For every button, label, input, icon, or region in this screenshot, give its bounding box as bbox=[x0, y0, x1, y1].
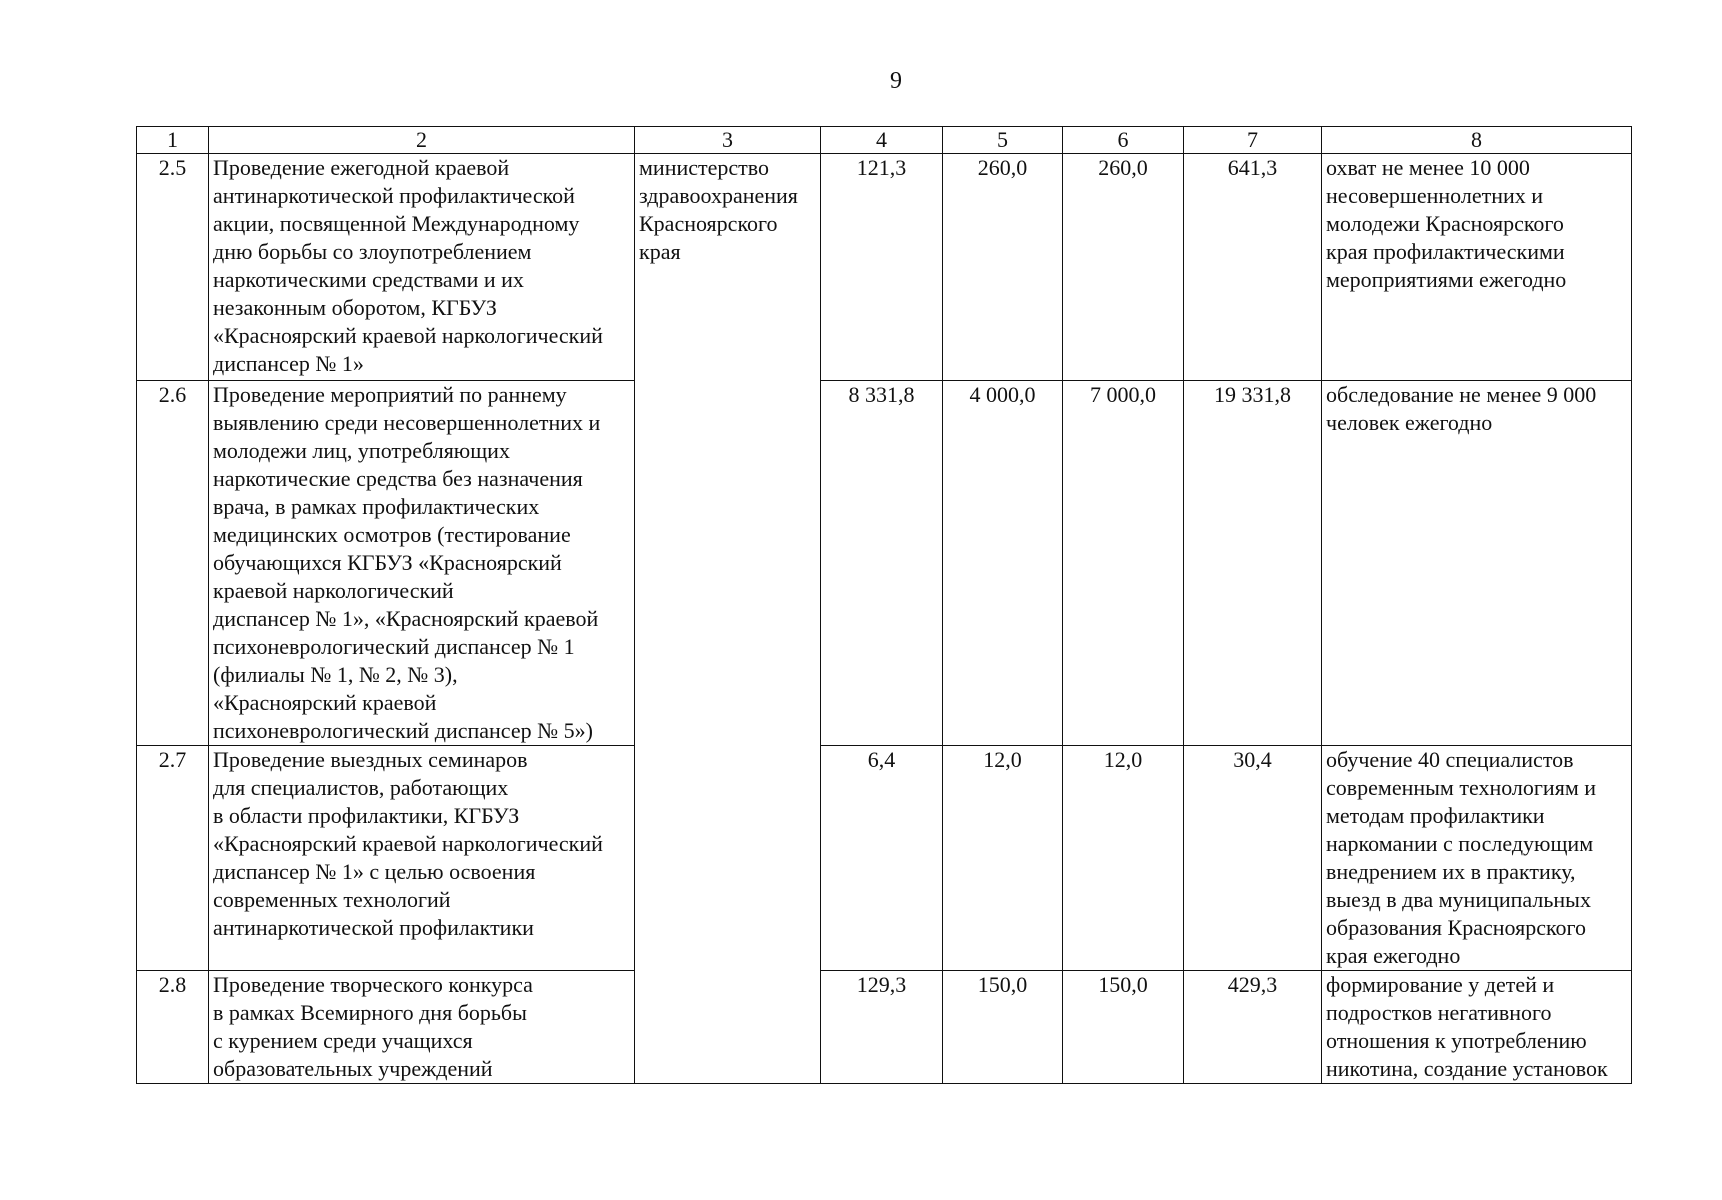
value-col-7: 429,3 bbox=[1184, 971, 1322, 1084]
text-line: выявлению среди несовершеннолетних и bbox=[213, 410, 601, 435]
text-line: Проведение мероприятий по раннему bbox=[213, 382, 567, 407]
text-line: наркомании с последующим bbox=[1326, 831, 1594, 856]
text-line: незаконным оборотом, КГБУЗ bbox=[213, 295, 497, 320]
text-line: в области профилактики, КГБУЗ bbox=[213, 803, 520, 828]
value-col-6: 7 000,0 bbox=[1063, 381, 1184, 746]
value-col-6: 150,0 bbox=[1063, 971, 1184, 1084]
header-col-2: 2 bbox=[209, 127, 635, 154]
text-line: для специалистов, работающих bbox=[213, 775, 509, 800]
text-line: края ежегодно bbox=[1326, 943, 1461, 968]
text-line: акции, посвященной Международному bbox=[213, 211, 580, 236]
text-line: внедрением их в практику, bbox=[1326, 859, 1576, 884]
text-line: (филиалы № 1, № 2, № 3), bbox=[213, 662, 458, 687]
row-number: 2.8 bbox=[137, 971, 209, 1084]
measure-description bbox=[209, 746, 635, 971]
text-line: охват не менее 10 000 bbox=[1326, 155, 1530, 180]
text-line: краевой наркологический bbox=[213, 578, 454, 603]
text-line: диспансер № 1», «Красноярский краевой bbox=[213, 606, 599, 631]
text-line: молодежи лиц, употребляющих bbox=[213, 438, 510, 463]
value-col-5: 260,0 bbox=[943, 154, 1063, 381]
value-col-4: 121,3 bbox=[821, 154, 943, 381]
value-col-4: 129,3 bbox=[821, 971, 943, 1084]
text-line: психоневрологический диспансер № 5») bbox=[213, 718, 593, 743]
text-line: наркотические средства без назначения bbox=[213, 466, 583, 491]
header-col-3: 3 bbox=[635, 127, 821, 154]
text-line: медицинских осмотров (тестирование bbox=[213, 522, 571, 547]
text-line: здравоохранения bbox=[639, 183, 798, 208]
text-line: никотина, создание установок bbox=[1326, 1056, 1608, 1081]
text-line: Проведение ежегодной краевой bbox=[213, 155, 510, 180]
text-line: методам профилактики bbox=[1326, 803, 1545, 828]
value-col-6: 260,0 bbox=[1063, 154, 1184, 381]
text-line: обучение 40 специалистов bbox=[1326, 747, 1574, 772]
header-col-5: 5 bbox=[943, 127, 1063, 154]
expected-result bbox=[1322, 381, 1632, 746]
text-line: образования Красноярского bbox=[1326, 915, 1587, 940]
text-line: современным технологиям и bbox=[1326, 775, 1597, 800]
text-line: дню борьбы со злоупотреблением bbox=[213, 239, 532, 264]
header-row bbox=[137, 127, 1632, 154]
text-line: «Красноярский краевой наркологический bbox=[213, 323, 603, 348]
text-line: «Красноярский краевой bbox=[213, 690, 437, 715]
text-line: Красноярского bbox=[639, 211, 778, 236]
text-line: обследование не менее 9 000 bbox=[1326, 382, 1597, 407]
text-line: мероприятиями ежегодно bbox=[1326, 267, 1567, 292]
text-line: диспансер № 1» bbox=[213, 351, 364, 376]
text-line: Проведение творческого конкурса bbox=[213, 972, 533, 997]
text-line: в рамках Всемирного дня борьбы bbox=[213, 1000, 527, 1025]
header-col-6: 6 bbox=[1063, 127, 1184, 154]
value-col-5: 4 000,0 bbox=[943, 381, 1063, 746]
row-number: 2.5 bbox=[137, 154, 209, 381]
text-line: человек ежегодно bbox=[1326, 410, 1493, 435]
text-line: врача, в рамках профилактических bbox=[213, 494, 540, 519]
program-table bbox=[136, 126, 1632, 1084]
text-line: формирование у детей и bbox=[1326, 972, 1555, 997]
value-col-5: 150,0 bbox=[943, 971, 1063, 1084]
text-line: образовательных учреждений bbox=[213, 1056, 493, 1081]
value-col-7: 641,3 bbox=[1184, 154, 1322, 381]
page-number: 9 bbox=[890, 68, 902, 94]
value-col-4: 6,4 bbox=[821, 746, 943, 971]
measure-description bbox=[209, 971, 635, 1084]
text-line: края bbox=[639, 239, 681, 264]
text-line: с курением среди учащихся bbox=[213, 1028, 473, 1053]
header-col-1: 1 bbox=[137, 127, 209, 154]
table-row bbox=[137, 381, 1632, 746]
text-line: молодежи Красноярского bbox=[1326, 211, 1564, 236]
value-col-7: 30,4 bbox=[1184, 746, 1322, 971]
table-row bbox=[137, 746, 1632, 971]
table-row bbox=[137, 154, 1632, 381]
text-line: антинаркотической профилактики bbox=[213, 915, 534, 940]
expected-result bbox=[1322, 971, 1632, 1084]
text-line: антинаркотической профилактической bbox=[213, 183, 575, 208]
expected-result bbox=[1322, 154, 1632, 381]
row-number: 2.6 bbox=[137, 381, 209, 746]
text-line: выезд в два муниципальных bbox=[1326, 887, 1591, 912]
header-col-7: 7 bbox=[1184, 127, 1322, 154]
row-number: 2.7 bbox=[137, 746, 209, 971]
text-line: подростков негативного bbox=[1326, 1000, 1552, 1025]
header-col-4: 4 bbox=[821, 127, 943, 154]
value-col-6: 12,0 bbox=[1063, 746, 1184, 971]
measure-description bbox=[209, 381, 635, 746]
value-col-7: 19 331,8 bbox=[1184, 381, 1322, 746]
measure-description bbox=[209, 154, 635, 381]
text-line: диспансер № 1» с целью освоения bbox=[213, 859, 536, 884]
table-row bbox=[137, 971, 1632, 1084]
text-line: психоневрологический диспансер № 1 bbox=[213, 634, 575, 659]
text-line: отношения к употреблению bbox=[1326, 1028, 1587, 1053]
text-line: края профилактическими bbox=[1326, 239, 1565, 264]
value-col-5: 12,0 bbox=[943, 746, 1063, 971]
text-line: министерство bbox=[639, 155, 770, 180]
expected-result bbox=[1322, 746, 1632, 971]
text-line: Проведение выездных семинаров bbox=[213, 747, 528, 772]
text-line: наркотическими средствами и их bbox=[213, 267, 524, 292]
text-line: несовершеннолетних и bbox=[1326, 183, 1544, 208]
value-col-4: 8 331,8 bbox=[821, 381, 943, 746]
text-line: обучающихся КГБУЗ «Красноярский bbox=[213, 550, 562, 575]
header-col-8: 8 bbox=[1322, 127, 1632, 154]
responsible-executor bbox=[635, 154, 821, 1084]
text-line: современных технологий bbox=[213, 887, 451, 912]
text-line: «Красноярский краевой наркологический bbox=[213, 831, 603, 856]
